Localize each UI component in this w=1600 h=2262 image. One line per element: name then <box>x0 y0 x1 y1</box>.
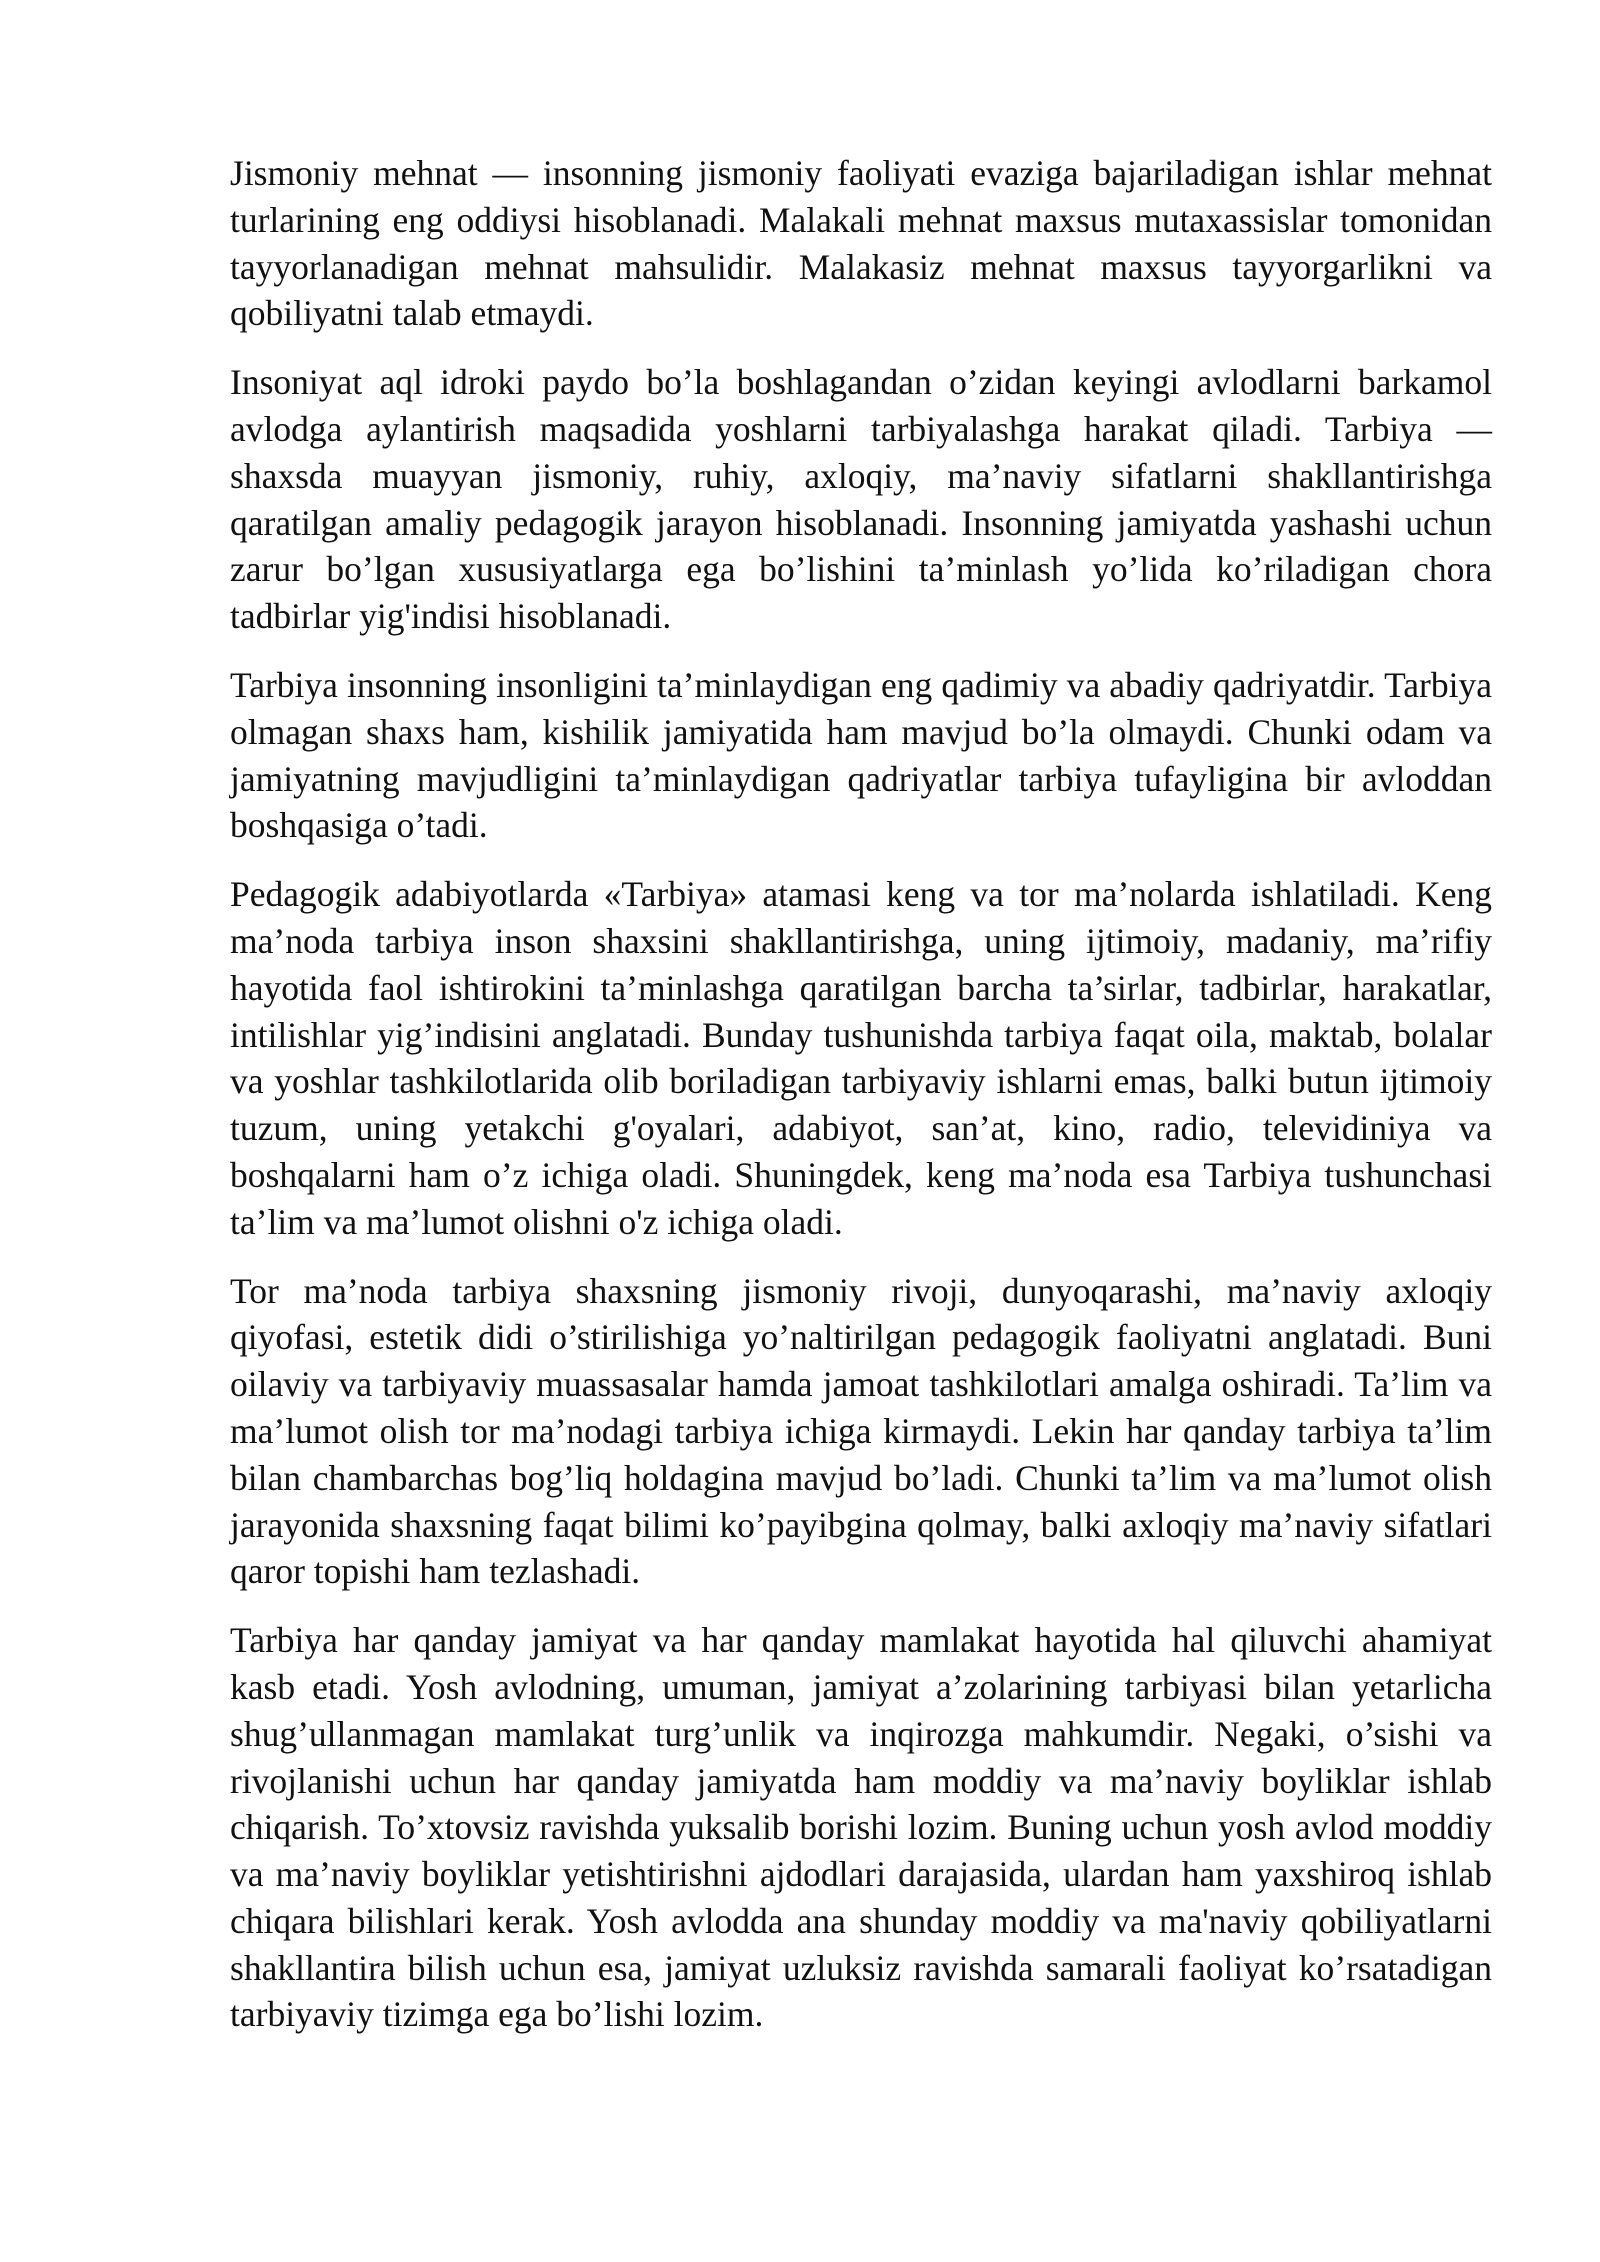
paragraph-1: Jismoniy mehnat — insonning jismoniy faoliyati evaziga bajariladigan ishlar mehnat turlarining eng oddiysi hisoblanadi. Malakali mehnat maxsus mutaxassislar tomonidan tayyorlanadigan mehnat mahsulidir. Malakasiz mehnat maxsus tayyorgarlikni va qobiliyatni talab etmaydi. <box>230 153 1492 334</box>
paragraph-5: Tor ma’noda tarbiya shaxsning jismoniy rivoji, dunyoqarashi, ma’naviy axloqiy qiyofasi, estetik didi o’stirilishiga yo’naltirilgan pedagogik faoliyatni anglatadi. Buni oilaviy va tarbiyaviy muassasalar hamda jamoat tashkilotlari amalga oshiradi. Ta’lim va ma’lumot olish tor ma’nodagi tarbiya ichiga kirmaydi. Lekin har qanday tarbiya ta’lim bilan chambarchas bog’liq holdagina mavjud bo’ladi. Chunki ta’lim va ma’lumot olish jarayonida shaxsning faqat bilimi ko’payibgina qolmay, balki axloqiy ma’naviy sifatlari qaror topishi ham tezlashadi. <box>230 1270 1492 1592</box>
paragraph-2: Insoniyat aql idroki paydo bo’la boshlagandan o’zidan keyingi avlodlarni barkamol avlodga aylantirish maqsadida yoshlarni tarbiyalashga harakat qiladi. Tarbiya — shaxsda muayyan jismoniy, ruhiy, axloqiy, ma’naviy sifatlarni shakllantirishga qaratilgan amaliy pedagogik jarayon hisoblanadi. Insonning jamiyatda yashashi uchun zarur bo’lgan xususiyatlarga ega bo’lishini ta’minlash yo’lida ko’riladigan chora tadbirlar yig'indisi hisoblanadi. <box>230 362 1492 637</box>
paragraph-4: Pedagogik adabiyotlarda «Tarbiya» atamasi keng va tor ma’nolarda ishlatiladi. Keng ma’noda tarbiya inson shaxsini shakllantirishga, uning ijtimoiy, madaniy, ma’rifiy hayotida faol ishtirokini ta’minlashga qaratilgan barcha ta’sirlar, tadbirlar, harakatlar, intilishlar yig’indisini anglatadi. Bunday tushunishda tarbiya faqat oila, maktab, bolalar va yoshlar tashkilotlarida olib boriladigan tarbiyaviy ishlarni emas, balki butun ijtimoiy tuzum, uning yetakchi g'oyalari, adabiyot, san’at, kino, radio, televidiniya va boshqalarni ham o’z ichiga oladi. Shuningdek, keng ma’noda esa Tarbiya tushunchasi ta’lim va ma’lumot olishni o'z ichiga oladi. <box>230 874 1492 1242</box>
paragraph-3: Tarbiya insonning insonligini ta’minlaydigan eng qadimiy va abadiy qadriyatdir. Tarbiya olmagan shaxs ham, kishilik jamiyatida ham mavjud bo’la olmaydi. Chunki odam va jamiyatning mavjudligini ta’minlaydigan qadriyatlar tarbiya tufayligina bir avloddan boshqasiga o’tadi. <box>230 664 1492 846</box>
document-body <box>230 150 1492 2060</box>
paragraph-6: Tarbiya har qanday jamiyat va har qanday mamlakat hayotida hal qiluvchi ahamiyat kasb etadi. Yosh avlodning, umuman, jamiyat a’zolarining tarbiyasi bilan yetarlicha shug’ullanmagan mamlakat turg’unlik va inqirozga mahkumdir. Negaki, o’sishi va rivojlanishi uchun har qanday jamiyatda ham moddiy va ma’naviy boyliklar ishlab chiqarish. To’xtovsiz ravishda yuksalib borishi lozim. Buning uchun yosh avlod moddiy va ma’naviy boyliklar yetishtirishni ajdodlari darajasida, ulardan ham yaxshiroq ishlab chiqara bilishlari kerak. Yosh avlodda ana shunday moddiy va ma'naviy qobiliyatlarni shakllantira bilish uchun esa, jamiyat uzluksiz ravishda samarali faoliyat ko’rsatadigan tarbiyaviy tizimga ega bo’lishi lozim. <box>230 1620 1492 2035</box>
